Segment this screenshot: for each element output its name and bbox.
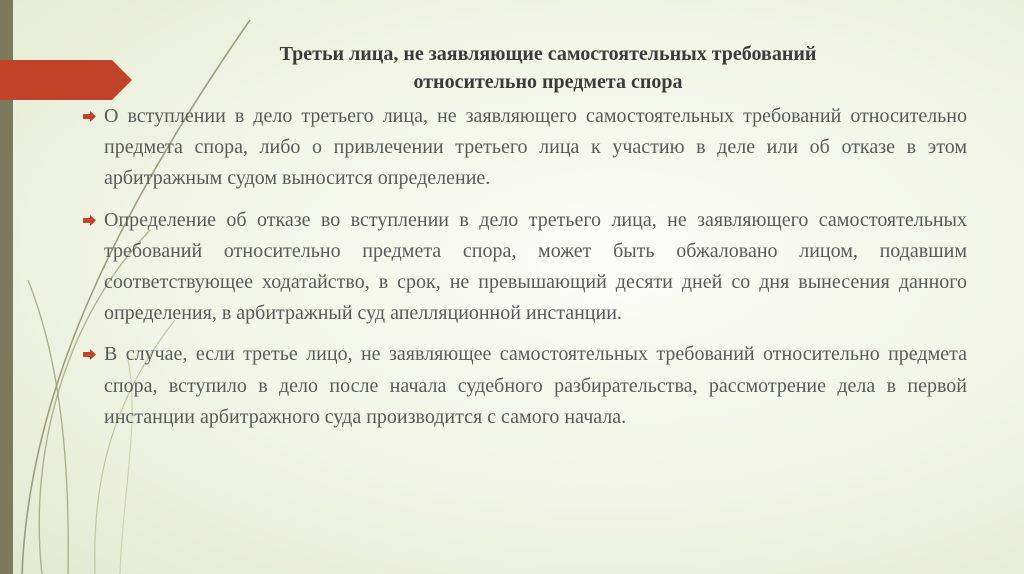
bullet-item — [83, 339, 967, 433]
bullet-text: В случае, если третье лицо, не заявляющее самостоятельных требований относительно предмета спора, вступило в дело после начала судебного разбирательства, рассмотрение дела в первой инстанции арбитражного суда производится с самого начала. — [104, 343, 967, 428]
slide-title — [130, 40, 966, 96]
bullet-list — [83, 101, 967, 443]
arrow-bullet-icon — [83, 110, 96, 123]
bullet-text: О вступлении в дело третьего лица, не заявляющего самостоятельных требований относительно предмета спора, либо о привлечении третьего лица к участию в деле или об отказе в этом арбитражным судом выносится определение. — [104, 105, 967, 190]
arrow-bullet-icon — [83, 214, 96, 227]
bullet-item — [83, 205, 967, 330]
arrow-bullet-icon — [83, 348, 96, 361]
bullet-text: Определение об отказе во вступлении в дело третьего лица, не заявляющего самостоятельных требований относительно предмета спора, может быть обжаловано лицом, подавшим соответствующее ходатайство, в срок, не превышающий десяти дней со дня вынесения данного определения, в арбитражный суд апелляционной инстанции. — [104, 208, 967, 325]
slide-title-line-1: Третьи лица, не заявляющие самостоятельных требований — [279, 43, 817, 65]
bullet-item — [83, 101, 967, 195]
red-banner-arrow — [0, 60, 132, 100]
slide-title-line-2: относительно предмета спора — [413, 71, 683, 93]
